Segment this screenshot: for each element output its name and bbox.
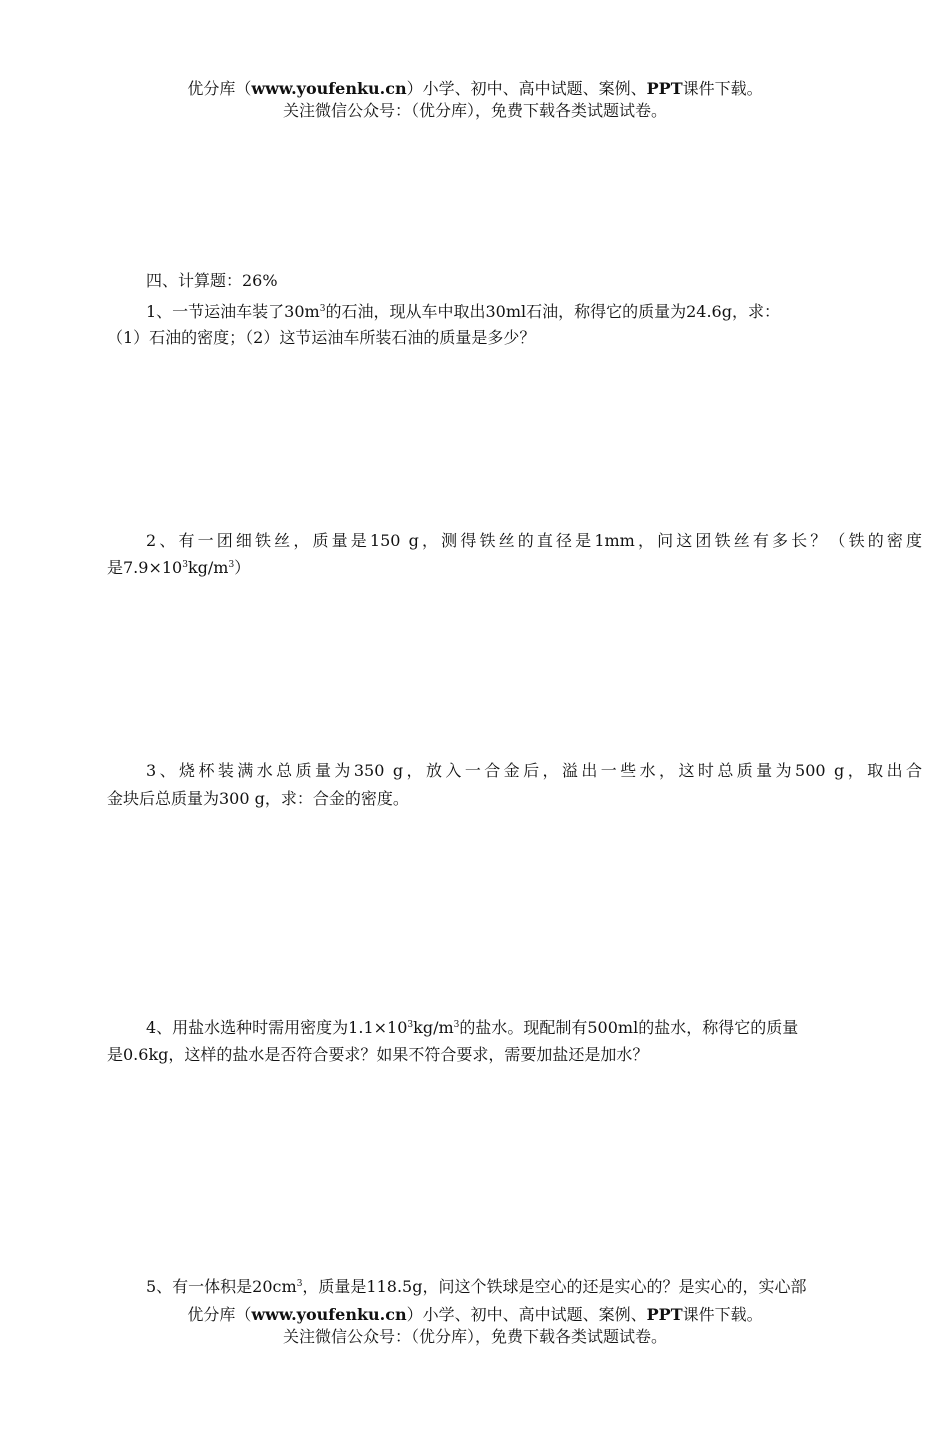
footer-line-1 [0,1304,950,1326]
footer-line-2: 关注微信公众号：（优分库），免费下载各类试题试卷。 [282,1327,667,1346]
header-site-link[interactable]: www.youfenku.cn [251,79,407,98]
q5-text-a: 5、有一体积是20cm [146,1277,297,1296]
q5-sup: 3 [296,1279,303,1289]
header-prefix: 优分库（ [187,79,252,98]
question-4-line-1 [146,1017,798,1039]
header-line-1 [0,78,950,100]
q4-text-c: 的盐水。现配制有500ml的盐水，称得它的质量 [459,1018,799,1037]
footer-suffix: ）小学、初中、高中试题、案例、 [406,1305,647,1324]
q4-text-a: 4、用盐水选种时需用密度为1.1×10 [146,1018,408,1037]
q2-text-a: 是7.9×10 [107,558,183,577]
footer-ppt: PPT [646,1305,683,1324]
question-4-line-2: 是0.6kg，这样的盐水是否符合要求？如果不符合要求，需要加盐还是加水？ [107,1045,649,1064]
question-1-line-2: （1）石油的密度；（2）这节运油车所装石油的质量是多少？ [107,328,536,347]
q2-text-b: kg/m [187,558,229,577]
q4-text-b: kg/m [413,1018,454,1037]
q5-text-b: ，质量是118.5g，问这个铁球是空心的还是实心的？是实心的，实心部 [302,1277,807,1296]
question-2-line-2 [107,557,250,579]
q1-text-a: 1、一节运油车装了30m [146,302,320,321]
header-ppt: PPT [646,79,683,98]
section-title: 四、计算题：26% [146,271,278,290]
q4-sup-1: 3 [407,1020,414,1030]
footer-site-link[interactable]: www.youfenku.cn [251,1305,407,1324]
header-tail: 课件下载。 [682,79,763,98]
question-2-line-1: 2、有一团细铁丝，质量是150 g，测得铁丝的直径是1mm，问这团铁丝有多长？（铁的密度 [146,531,922,550]
q2-sup-1: 3 [182,560,188,570]
q2-text-c: ） [234,558,251,577]
footer-tail: 课件下载。 [682,1305,763,1324]
q2-sup-2: 3 [228,560,235,570]
question-3-line-1: 3、烧杯装满水总质量为350 g，放入一合金后，溢出一些水，这时总质量为500 g，取出合 [146,761,922,780]
question-5-line-1 [146,1276,806,1298]
q1-sup: 3 [319,304,326,314]
q4-sup-2: 3 [453,1020,460,1030]
q1-text-b: 的石油，现从车中取出30ml石油，称得它的质量为24.6g，求： [325,302,780,321]
header-line-2: 关注微信公众号：（优分库），免费下载各类试题试卷。 [282,101,667,120]
footer-prefix: 优分库（ [187,1305,252,1324]
header-suffix: ）小学、初中、高中试题、案例、 [406,79,647,98]
question-1-line-1 [146,301,780,323]
question-3-line-2: 金块后总质量为300 g，求：合金的密度。 [107,789,409,808]
